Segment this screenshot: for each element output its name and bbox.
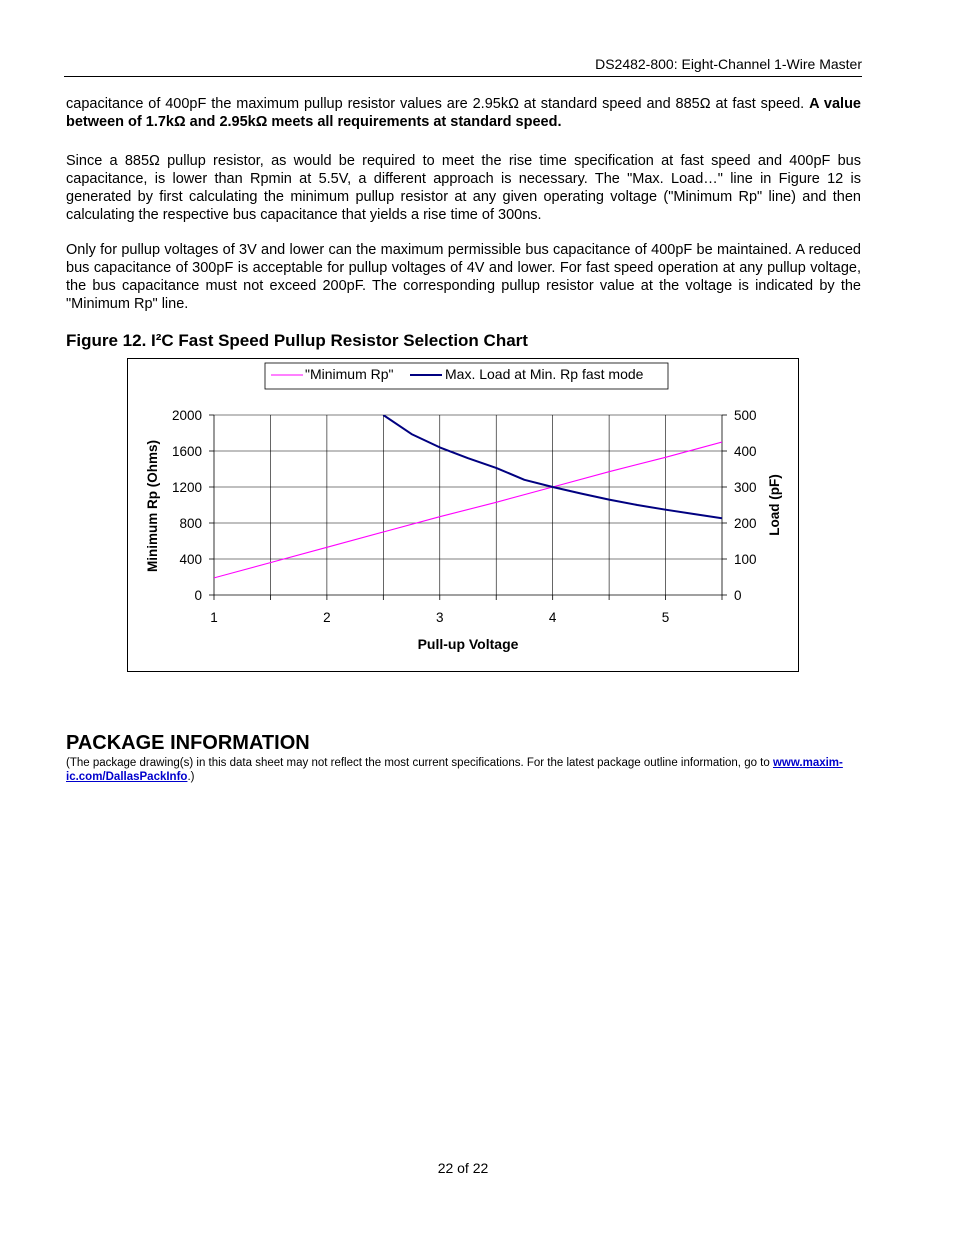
y2-tick-label: 400	[734, 444, 757, 459]
x-tick-label: 2	[323, 610, 331, 625]
y2-tick-label: 500	[734, 408, 757, 423]
header-rule	[64, 76, 862, 77]
y2-tick-label: 0	[734, 588, 742, 603]
y2-tick-label: 300	[734, 480, 757, 495]
y-tick-label: 800	[179, 516, 202, 531]
y-tick-label: 1600	[171, 444, 202, 459]
chart-frame	[127, 358, 799, 672]
paragraph-3: Only for pullup voltages of 3V and lower can the maximum permissible bus capacitance of 400pF be maintained. A reduced bus capacitance of 300pF is acceptable for pullup voltages of 4V and lower. For fast speed operation at any pullup voltage, the bus capacitance must not exceed 200pF. The corresponding pullup resistor value at the voltage is indicated by the "Minimum Rp" line.	[66, 242, 861, 312]
paragraph-1-text: capacitance of 400pF the maximum pullup resistor values are 2.95kΩ at standard speed and 885Ω at fast speed.	[66, 96, 810, 112]
y-axis-label: Minimum Rp (Ohms)	[145, 440, 160, 572]
legend-label-1: "Minimum Rp"	[305, 366, 394, 382]
package-note-prefix: (The package drawing(s) in this data sheet may not reflect the most current specifications. For the latest package outline information, go to	[66, 757, 773, 769]
y2-tick-label: 200	[734, 516, 757, 531]
package-note	[66, 756, 856, 784]
paragraph-1-bold: A value between of 1.7kΩ and 2.95kΩ meets all requirements at standard speed.	[66, 96, 861, 130]
x-tick-label: 1	[210, 610, 218, 625]
legend-label-2: Max. Load at Min. Rp fast mode	[445, 366, 644, 382]
x-tick-label: 4	[548, 610, 557, 625]
x-tick-label: 5	[661, 610, 670, 625]
header-title: DS2482-800: Eight-Channel 1-Wire Master	[595, 56, 862, 72]
paragraph-1	[66, 95, 861, 131]
figure-title: Figure 12. I²C Fast Speed Pullup Resistor Selection Chart	[66, 331, 528, 350]
x-tick-label: 3	[436, 610, 444, 625]
x-axis-label: Pull-up Voltage	[417, 636, 519, 652]
package-note-suffix: .)	[187, 771, 195, 783]
y-tick-label: 0	[194, 588, 202, 603]
series-line-1	[214, 442, 722, 578]
y-tick-label: 2000	[171, 408, 202, 423]
package-link[interactable]: www.maxim-ic.com/DallasPackInfo	[66, 757, 843, 783]
chart-svg	[128, 359, 800, 673]
package-title: PACKAGE INFORMATION	[66, 732, 310, 754]
y2-axis-label: Load (pF)	[767, 474, 782, 536]
paragraph-2: Since a 885Ω pullup resistor, as would be required to meet the rise time specification at fast speed and 400pF bus capacitance, is lower than Rpmin at 5.5V, a different approach is necessary. The "Max. Load…" line in Figure 12 is generated by first calculating the minimum pullup resistor at any given operating voltage ("Minimum Rp" line) and then calculating the respective bus capacitance that yields a rise time of 300ns.	[66, 153, 861, 223]
y-tick-label: 400	[179, 552, 202, 567]
y2-tick-label: 100	[734, 552, 757, 567]
page-number: 22 of 22	[437, 1160, 489, 1176]
y-tick-label: 1200	[171, 480, 202, 495]
